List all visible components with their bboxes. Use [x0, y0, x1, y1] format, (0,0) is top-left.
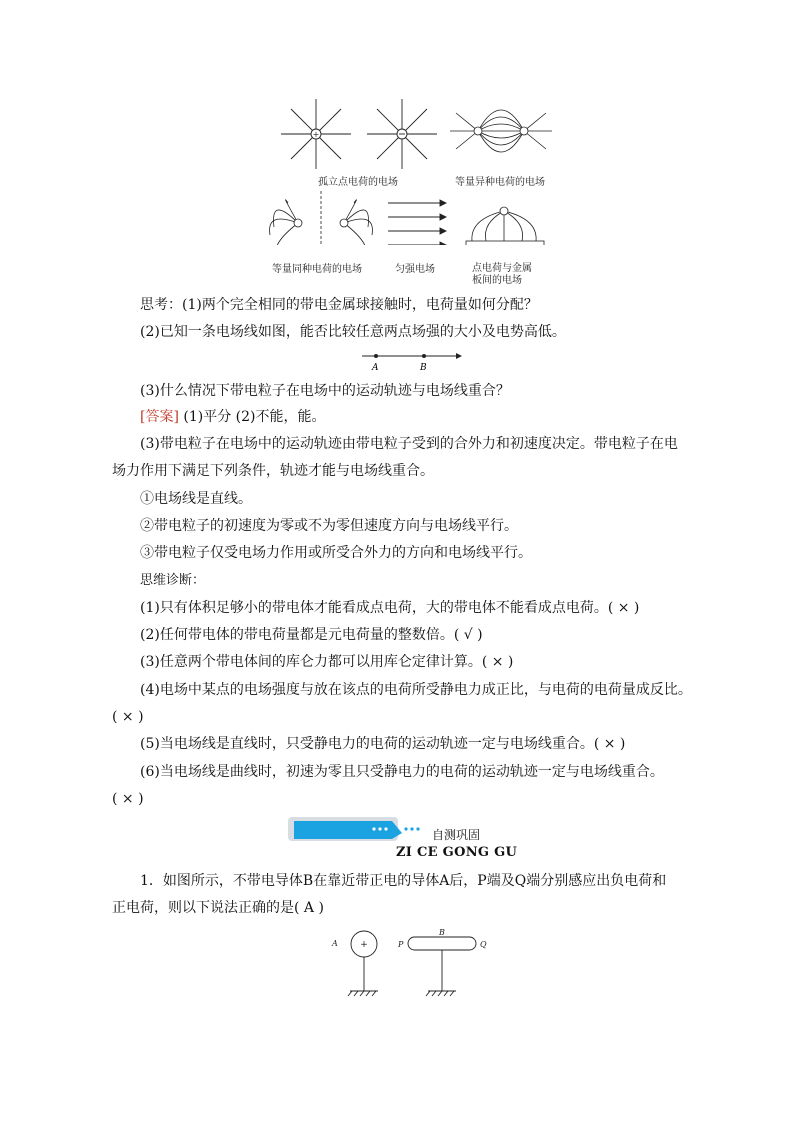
- question-1-line-2: 正电荷，则以下说法正确的是( A ): [112, 900, 324, 916]
- point-a-label: A: [372, 363, 379, 372]
- plus-sign: +: [360, 940, 368, 950]
- caption-isolated: 孤立点电荷的电场: [318, 177, 398, 188]
- field-lines-figure: [260, 95, 560, 245]
- caption-uniform: 匀强电场: [395, 264, 435, 275]
- answer-3-line-1: (3)带电粒子在电场中的运动轨迹由带电粒子受到的合外力和初速度决定。带电粒子在电: [140, 436, 678, 452]
- like-charges-field: [270, 191, 373, 245]
- think-q1: 思考：(1)两个完全相同的带电金属球接触时，电荷量如何分配？: [140, 297, 538, 313]
- caption-opposite: 等量异种电荷的电场: [455, 177, 545, 188]
- diagnosis-item-2: (2)任何带电体的带电荷量都是元电荷量的整数倍。( √ ): [140, 627, 483, 643]
- answer-3-line-2: 场力作用下满足下列条件，轨迹才能与电场线重合。: [112, 463, 434, 479]
- diagnosis-item-3: (3)任意两个带电体间的库仑力都可以用库仑定律计算。( × ): [140, 654, 514, 670]
- section-subtitle: ZI CE GONG GU: [396, 845, 518, 860]
- caption-like: 等量同种电荷的电场: [272, 264, 362, 275]
- answer-text: (1)平分 (2)不能，能。: [178, 409, 326, 425]
- point-b-label: B: [420, 363, 427, 372]
- label-q: Q: [480, 940, 487, 949]
- condition-1: ①电场线是直线。: [140, 491, 252, 507]
- section-banner: [288, 817, 423, 843]
- diagnosis-item-6: (6)当电场线是曲线时，初速为零且只受静电力的电荷的运动轨迹一定与电场线重合。: [140, 764, 664, 780]
- field-line-ab-diagram: [358, 348, 468, 372]
- label-a: A: [332, 939, 338, 948]
- positive-charge-field: [281, 99, 351, 169]
- caption-plate-1: 点电荷与金属: [472, 263, 532, 274]
- diagnosis-item-1: (1)只有体积足够小的带电体才能看成点电荷，大的带电体不能看成点电荷。( × ): [140, 600, 640, 616]
- uniform-field: [388, 200, 446, 245]
- condition-3: ③带电粒子仅受电场力作用或所受合外力的方向和电场线平行。: [140, 545, 532, 561]
- diagnosis-item-5: (5)当电场线是直线时，只受静电力的电荷的运动轨迹一定与电场线重合。( × ): [140, 736, 626, 752]
- diagnosis-title: 思维诊断：: [140, 573, 206, 588]
- think-q2: (2)已知一条电场线如图，能否比较任意两点场强的大小及电势高低。: [140, 324, 566, 340]
- question-1-line-1: 1．如图所示，不带电导体B在靠近带正电的导体A后，P端及Q端分别感应出负电荷和: [140, 873, 667, 889]
- negative-charge-field: [367, 99, 437, 169]
- diagnosis-item-4-mark: ( × ): [112, 709, 144, 725]
- section-title: 自测巩固: [432, 828, 481, 842]
- conductor-diagram: [328, 926, 498, 998]
- answer-line: [140, 407, 326, 427]
- condition-2: ②带电粒子的初速度为零或不为零但速度方向与电场线平行。: [140, 518, 518, 534]
- diagnosis-item-4: (4)电场中某点的电场强度与放在该点的电荷所受静电力成正比，与电荷的电荷量成反比。: [140, 682, 692, 698]
- charge-plate-field: [466, 207, 544, 245]
- caption-plate-2: 板间的电场: [472, 275, 522, 286]
- think-q3: (3)什么情况下带电粒子在电场中的运动轨迹与电场线重合？: [140, 383, 510, 399]
- svg-text:+: +: [312, 130, 320, 139]
- label-b: B: [439, 928, 445, 937]
- diagnosis-item-6-mark: ( × ): [112, 791, 144, 807]
- answer-tag: [答案]: [140, 409, 179, 425]
- opposite-charges-field: [450, 110, 552, 152]
- label-p: P: [398, 940, 404, 949]
